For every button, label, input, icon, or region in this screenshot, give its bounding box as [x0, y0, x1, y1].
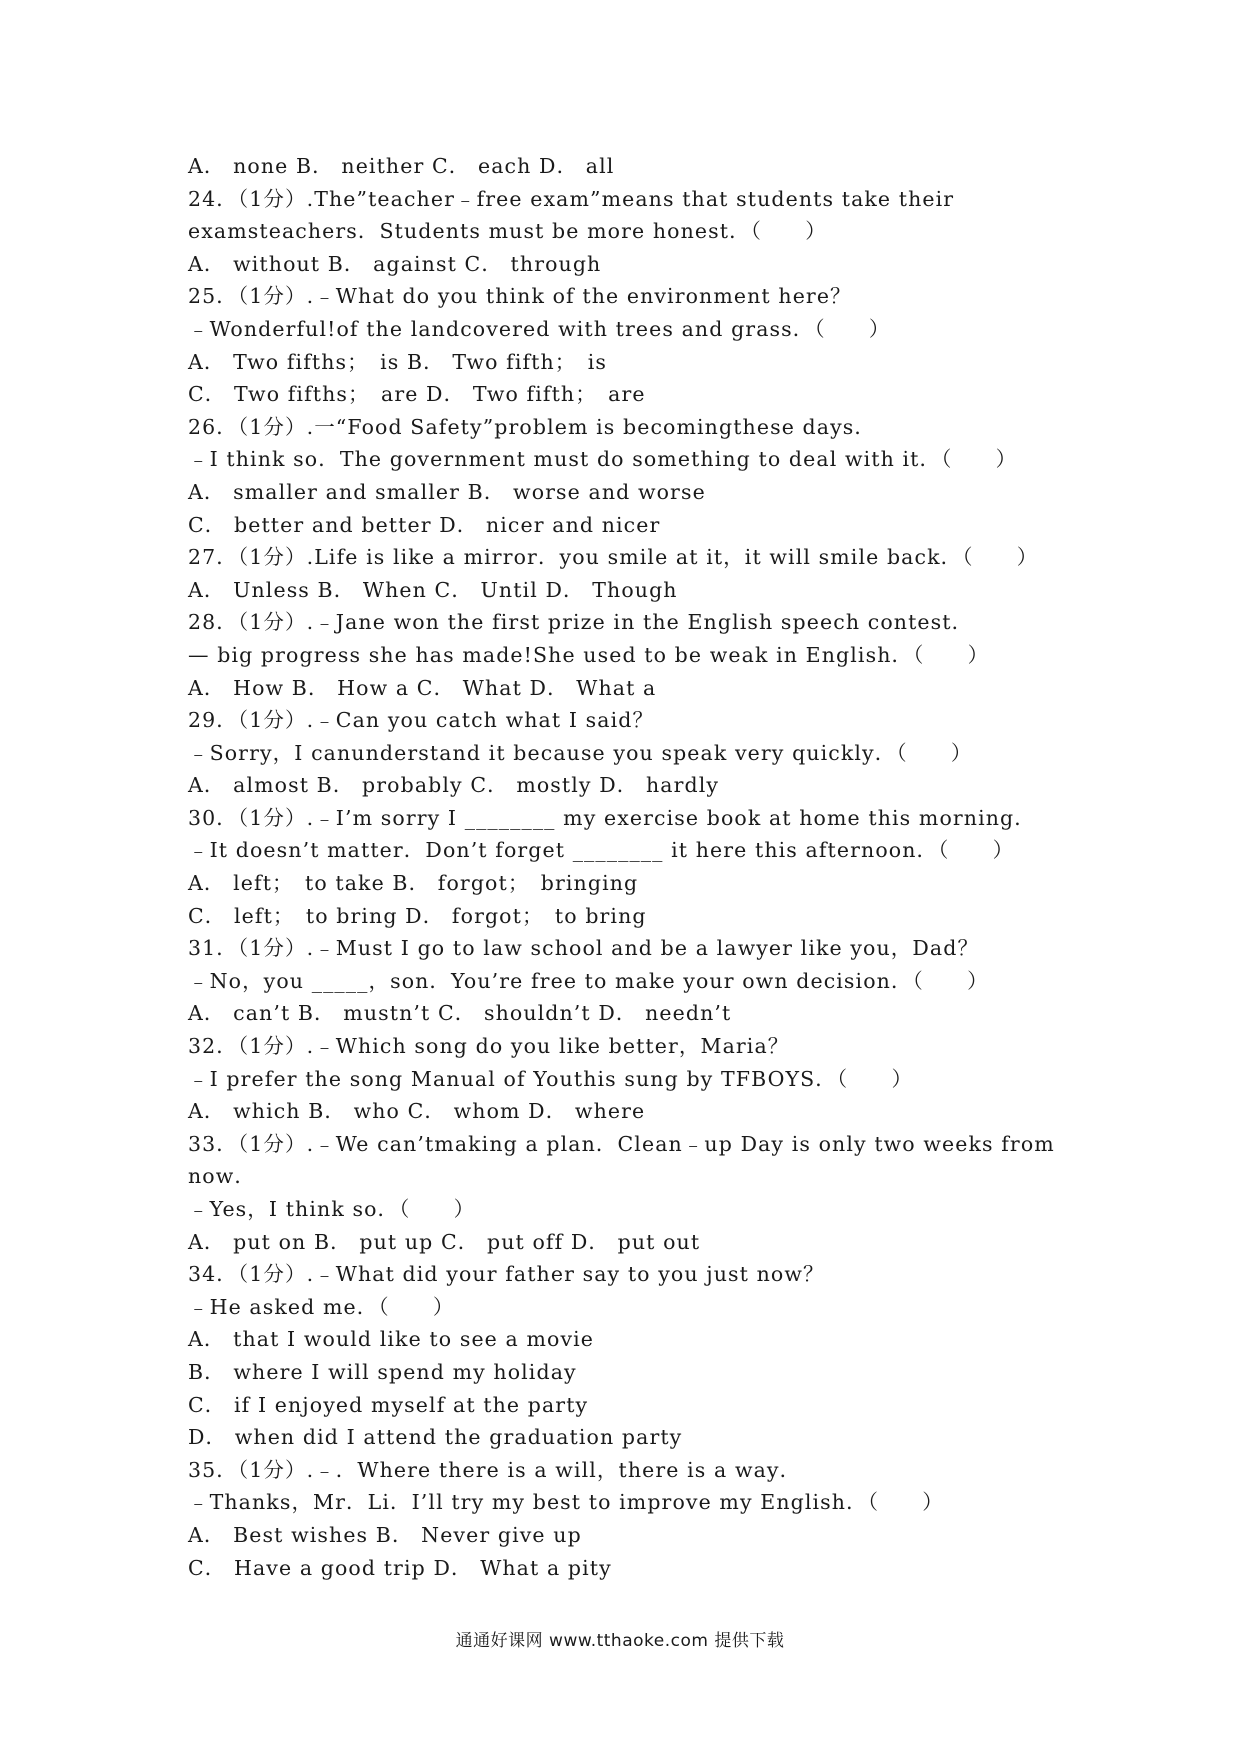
text-line: A． How B． How a C． What D． What a: [188, 675, 657, 700]
text-line: A． Two fifths； is B． Two fifth； is: [188, 349, 608, 374]
text-line: — big progress she has made!She used to be weak in English．（ ）: [188, 642, 990, 667]
text-line: ﹣Yes，I think so．（ ）: [188, 1197, 476, 1221]
text-line: 33．（1分）.﹣We can’tmaking a plan．Clean﹣up Day is only two weeks from: [188, 1131, 1055, 1156]
text-line: 29．（1分）.﹣Can you catch what I said？: [188, 708, 655, 733]
text-line: ﹣No，you _____，son．You’re free to make your own decision．（ ）: [188, 968, 989, 993]
text-line: ﹣Sorry，I canunderstand it because you speak very quickly．（ ）: [188, 740, 973, 765]
text-line: D． when did I attend the graduation party: [188, 1425, 683, 1450]
text-line: ﹣It doesn’t matter．Don’t forget ________ it here this afternoon．（ ）: [188, 838, 1015, 863]
text-line: A． none B． neither C． each D． all: [188, 154, 615, 178]
text-line: 30．（1分）.﹣I’m sorry I ________ my exercise book at home this morning．: [188, 805, 1036, 830]
question-text-block: [188, 150, 1068, 1584]
text-line: 35．（1分）.﹣．Where there is a will，there is a way．: [188, 1457, 802, 1482]
text-line: A． can’t B． mustn’t C． shouldn’t D． needn’t: [188, 1001, 732, 1026]
text-line: C． Two fifths； are D． Two fifth； are: [188, 382, 646, 407]
text-line: A． which B． who C． whom D． where: [188, 1099, 646, 1124]
text-line: A． left； to take B． forgot； bringing: [188, 871, 639, 896]
text-line: 25．（1分）.﹣What do you think of the environment here？: [188, 284, 852, 309]
text-line: A． smaller and smaller B． worse and worse: [188, 479, 706, 504]
text-line: now．: [188, 1164, 256, 1189]
text-line: ﹣I think so．The government must do something to deal with it．（ ）: [188, 447, 1018, 472]
text-line: C． better and better D． nicer and nicer: [188, 512, 661, 537]
text-line: C． Have a good trip D． What a pity: [188, 1555, 612, 1580]
page-footer: 通通好课网 www.tthaoke.com 提供下载: [455, 1631, 785, 1651]
text-line: A． Unless B． When C． Until D． Though: [188, 577, 678, 602]
text-line: 32．（1分）.﹣Which song do you like better，Maria？: [188, 1034, 790, 1059]
text-line: A． that I would like to see a movie: [188, 1327, 595, 1352]
text-line: 28．（1分）.﹣Jane won the first prize in the English speech contest．: [188, 610, 974, 635]
text-line: A． put on B． put up C． put off D． put out: [188, 1229, 701, 1254]
text-line: A． almost B． probably C． mostly D． hardly: [188, 773, 720, 798]
text-line: 31．（1分）.﹣Must I go to law school and be a lawyer like you，Dad？: [188, 936, 980, 961]
text-line: 24．（1分）.The”teacher﹣free exam”means that students take their: [188, 186, 955, 211]
text-line: B． where I will spend my holiday: [188, 1359, 577, 1384]
text-line: C． left； to bring D． forgot； to bring: [188, 903, 647, 928]
text-line: ﹣Wonderful!of the landcovered with trees and grass．（ ）: [188, 316, 891, 341]
text-line: 34．（1分）.﹣What did your father say to you just now？: [188, 1262, 825, 1287]
text-line: examsteachers．Students must be more honest．（ ）: [188, 219, 827, 244]
text-line: A． Best wishes B． Never give up: [188, 1522, 582, 1547]
text-line: 27．（1分）.Life is like a mirror．you smile at it，it will smile back．（ ）: [188, 545, 1039, 570]
text-line: ﹣Thanks，Mr．Li．I’ll try my best to improve my English．（ ）: [188, 1490, 944, 1515]
text-line: ﹣He asked me．（ ）: [188, 1294, 455, 1319]
text-line: A． without B． against C． through: [188, 251, 602, 276]
text-line: 26．（1分）.一“Food Safety”problem is becomingthese days．: [188, 414, 876, 439]
text-line: C． if I enjoyed myself at the party: [188, 1392, 589, 1417]
text-line: ﹣I prefer the song Manual of Youthis sung by TFBOYS．（ ）: [188, 1066, 914, 1091]
